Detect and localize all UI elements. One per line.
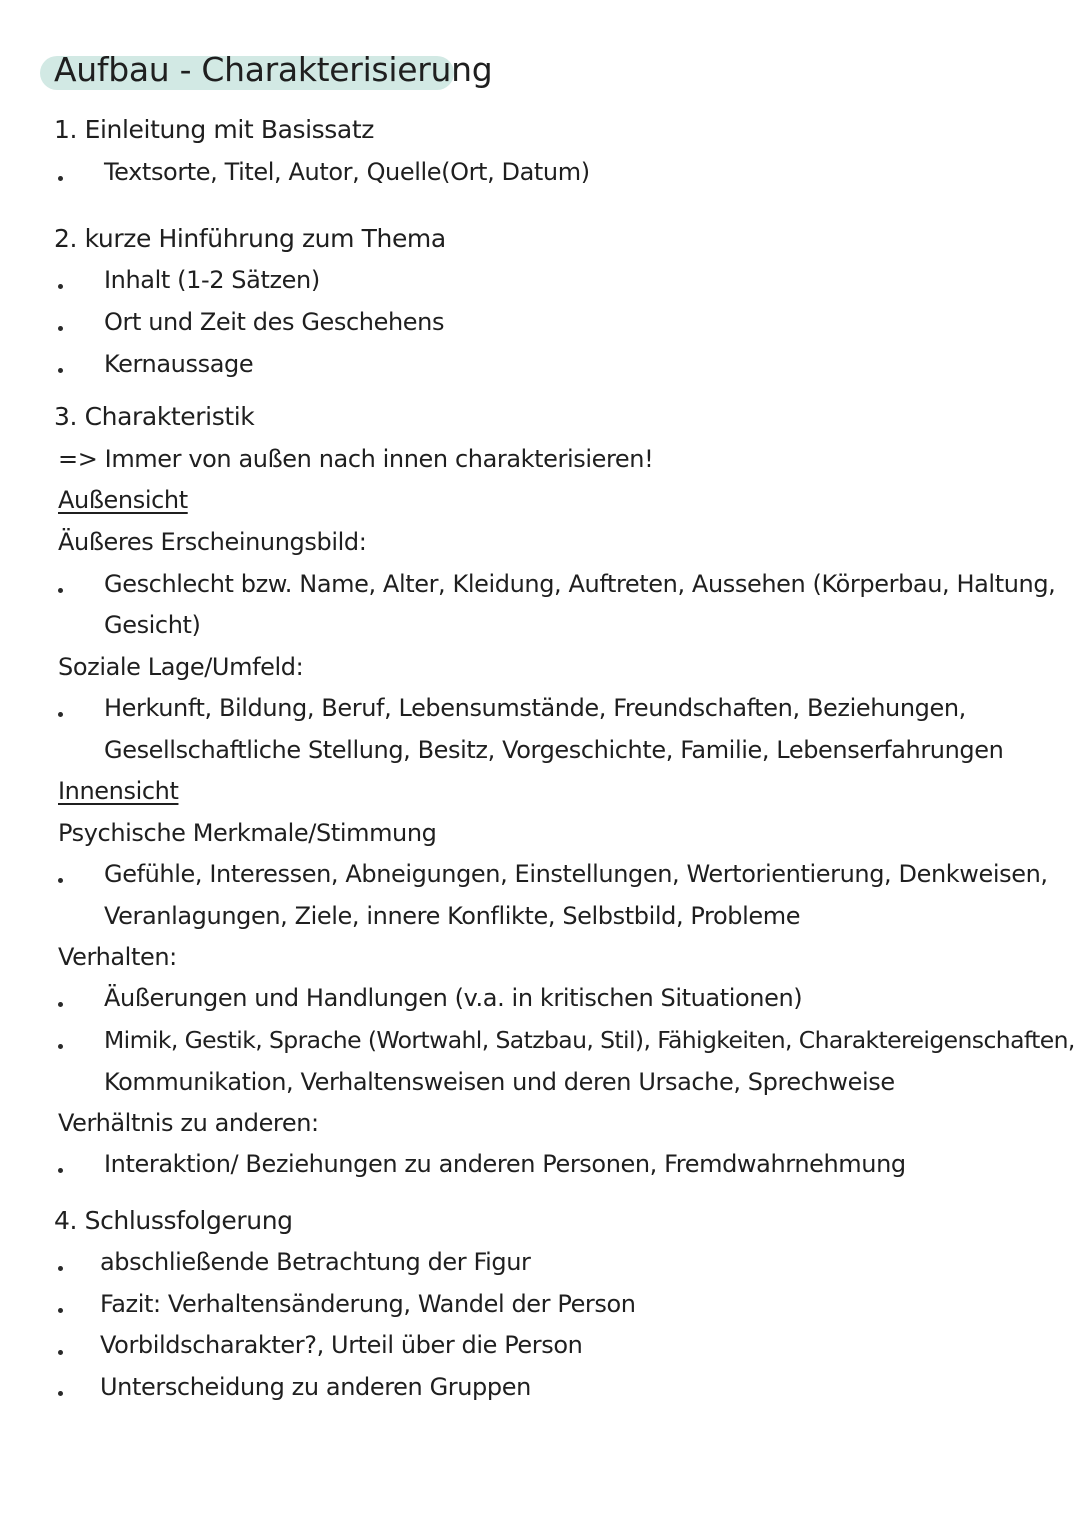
bullet-icon — [58, 588, 63, 593]
verhalten-item: Mimik, Gestik, Sprache (Wortwahl, Satzbau, Stil), Fähigkeiten, Charaktereigenschaften, — [104, 1026, 1075, 1054]
innensicht-label: Innensicht — [58, 777, 179, 805]
section-3-heading — [54, 401, 254, 433]
psych-label: Psychische Merkmale/Stimmung — [58, 819, 437, 847]
verhalten-item-cont: Kommunikation, Verhaltensweisen und deren Ursache, Sprechweise — [104, 1068, 895, 1096]
page-title: Aufbau - Charakterisierung — [54, 50, 493, 89]
bullet-icon — [58, 1044, 63, 1049]
aussensicht-label: Außensicht — [58, 486, 188, 514]
section-1-title: Einleitung mit Basissatz — [84, 115, 374, 144]
verhaeltnis-item: Interaktion/ Beziehungen zu anderen Personen, Fremdwahrnehmung — [104, 1150, 906, 1178]
title-block — [44, 46, 492, 94]
bullet-icon — [58, 712, 63, 717]
psych-item-cont: Veranlagungen, Ziele, innere Konflikte, Selbstbild, Probleme — [104, 902, 801, 930]
section-4-item: Vorbildscharakter?, Urteil über die Person — [100, 1331, 583, 1359]
section-3-number: 3. — [54, 402, 78, 431]
bullet-icon — [58, 1266, 63, 1271]
section-4-item: Fazit: Verhaltensänderung, Wandel der Person — [100, 1290, 636, 1318]
verhalten-label: Verhalten: — [58, 943, 177, 971]
section-2-heading — [54, 223, 446, 255]
bullet-icon — [58, 1308, 63, 1313]
verhalten-item: Äußerungen und Handlungen (v.a. in kritischen Situationen) — [104, 984, 803, 1012]
section-4-heading — [54, 1205, 293, 1237]
section-4-item: abschließende Betrachtung der Figur — [100, 1248, 531, 1276]
bullet-icon — [58, 1350, 63, 1355]
section-2-title: kurze Hinführung zum Thema — [84, 224, 446, 253]
section-4-title: Schlussfolgerung — [84, 1206, 293, 1235]
sozial-item-cont: Gesellschaftliche Stellung, Besitz, Vorgeschichte, Familie, Lebenserfahrungen — [104, 736, 1004, 764]
section-1-heading — [54, 114, 374, 146]
bullet-icon — [58, 878, 63, 883]
bullet-icon — [58, 1391, 63, 1396]
section-2-number: 2. — [54, 224, 78, 253]
section-2-item: Inhalt (1-2 Sätzen) — [104, 266, 320, 294]
section-4-item: Unterscheidung zu anderen Gruppen — [100, 1373, 531, 1401]
sozial-label: Soziale Lage/Umfeld: — [58, 653, 304, 681]
section-2-item: Kernaussage — [104, 350, 254, 378]
erscheinung-item-cont: Gesicht) — [104, 611, 201, 639]
bullet-icon — [58, 1168, 63, 1173]
bullet-icon — [58, 326, 63, 331]
section-3-title: Charakteristik — [84, 402, 255, 431]
section-1-item: Textsorte, Titel, Autor, Quelle(Ort, Datum) — [104, 158, 590, 186]
bullet-icon — [58, 176, 63, 181]
bullet-icon — [58, 1002, 63, 1007]
verhaeltnis-label: Verhältnis zu anderen: — [58, 1109, 319, 1137]
erscheinung-item: Geschlecht bzw. Name, Alter, Kleidung, Auftreten, Aussehen (Körperbau, Haltung, — [104, 570, 1056, 598]
erscheinung-label: Äußeres Erscheinungsbild: — [58, 528, 367, 556]
psych-item: Gefühle, Interessen, Abneigungen, Einstellungen, Wertorientierung, Denkweisen, — [104, 860, 1048, 888]
section-4-number: 4. — [54, 1206, 78, 1235]
bullet-icon — [58, 284, 63, 289]
sozial-item: Herkunft, Bildung, Beruf, Lebensumstände, Freundschaften, Beziehungen, — [104, 694, 966, 722]
section-2-item: Ort und Zeit des Geschehens — [104, 308, 445, 336]
section-1-number: 1. — [54, 115, 78, 144]
section-3-note: => Immer von außen nach innen charakterisieren! — [58, 445, 654, 473]
bullet-icon — [58, 368, 63, 373]
